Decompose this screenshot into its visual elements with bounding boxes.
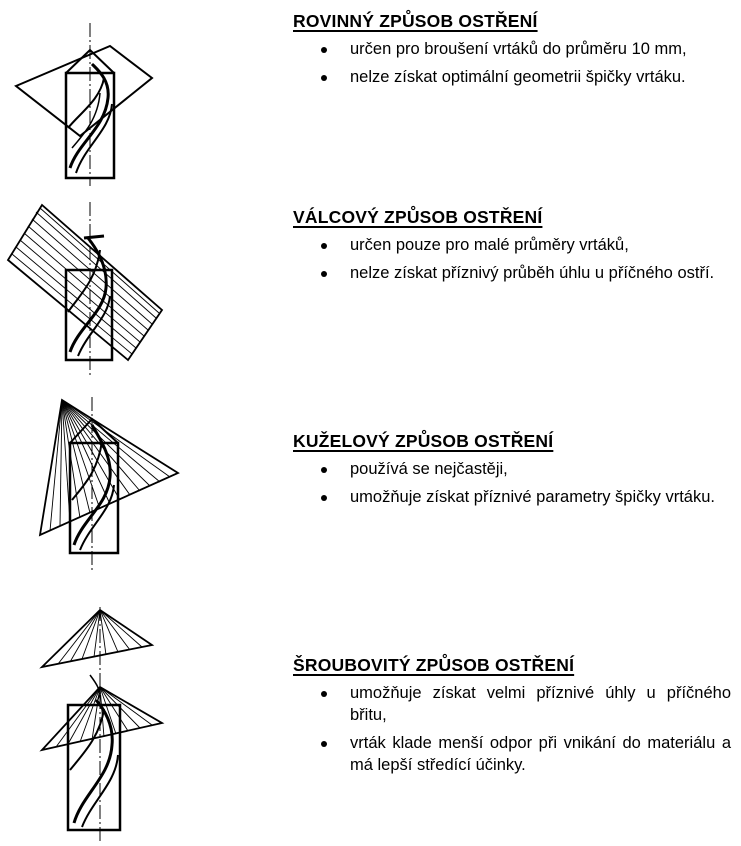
cylindrical-sharpening-drawing — [0, 200, 200, 380]
bullet-item: nelze získat optimální geometrii špičky vrtáku. — [293, 66, 731, 88]
bullet-list — [293, 682, 731, 776]
bullet-list — [293, 38, 731, 88]
bullet-item: určen pouze pro malé průměry vrtáků, — [293, 234, 731, 256]
conical-sharpening-text — [293, 431, 731, 514]
bullet-item: umožňuje získat příznivé parametry špičky vrtáku. — [293, 486, 731, 508]
cylindrical-sharpening-text — [293, 207, 731, 290]
section-heading: ŠROUBOVITÝ ZPŮSOB OSTŘENÍ — [293, 655, 575, 675]
bullet-item: určen pro broušení vrtáků do průměru 10 mm, — [293, 38, 731, 60]
bullet-icon — [321, 467, 327, 473]
helical-sharpening-drawing — [0, 605, 200, 845]
bullet-list — [293, 458, 731, 508]
conical-sharpening-drawing — [0, 395, 200, 575]
section-heading: ROVINNÝ ZPŮSOB OSTŘENÍ — [293, 11, 538, 31]
section-heading: VÁLCOVÝ ZPŮSOB OSTŘENÍ — [293, 207, 543, 227]
helical-sharpening-text — [293, 655, 731, 782]
section-heading: KUŽELOVÝ ZPŮSOB OSTŘENÍ — [293, 431, 554, 451]
bullet-icon — [321, 75, 327, 81]
bullet-item: používá se nejčastěji, — [293, 458, 731, 480]
planar-sharpening-text — [293, 11, 731, 94]
bullet-list — [293, 234, 731, 284]
bullet-item: vrták klade menší odpor při vnikání do materiálu a má lepší středící účinky. — [293, 732, 731, 776]
bullet-item: umožňuje získat velmi příznivé úhly u příčného břitu, — [293, 682, 731, 726]
bullet-icon — [321, 47, 327, 53]
bullet-item: nelze získat příznivý průběh úhlu u příčného ostří. — [293, 262, 731, 284]
bullet-icon — [321, 741, 327, 747]
bullet-icon — [321, 495, 327, 501]
bullet-icon — [321, 271, 327, 277]
bullet-icon — [321, 243, 327, 249]
planar-sharpening-drawing — [0, 18, 200, 188]
bullet-icon — [321, 691, 327, 697]
